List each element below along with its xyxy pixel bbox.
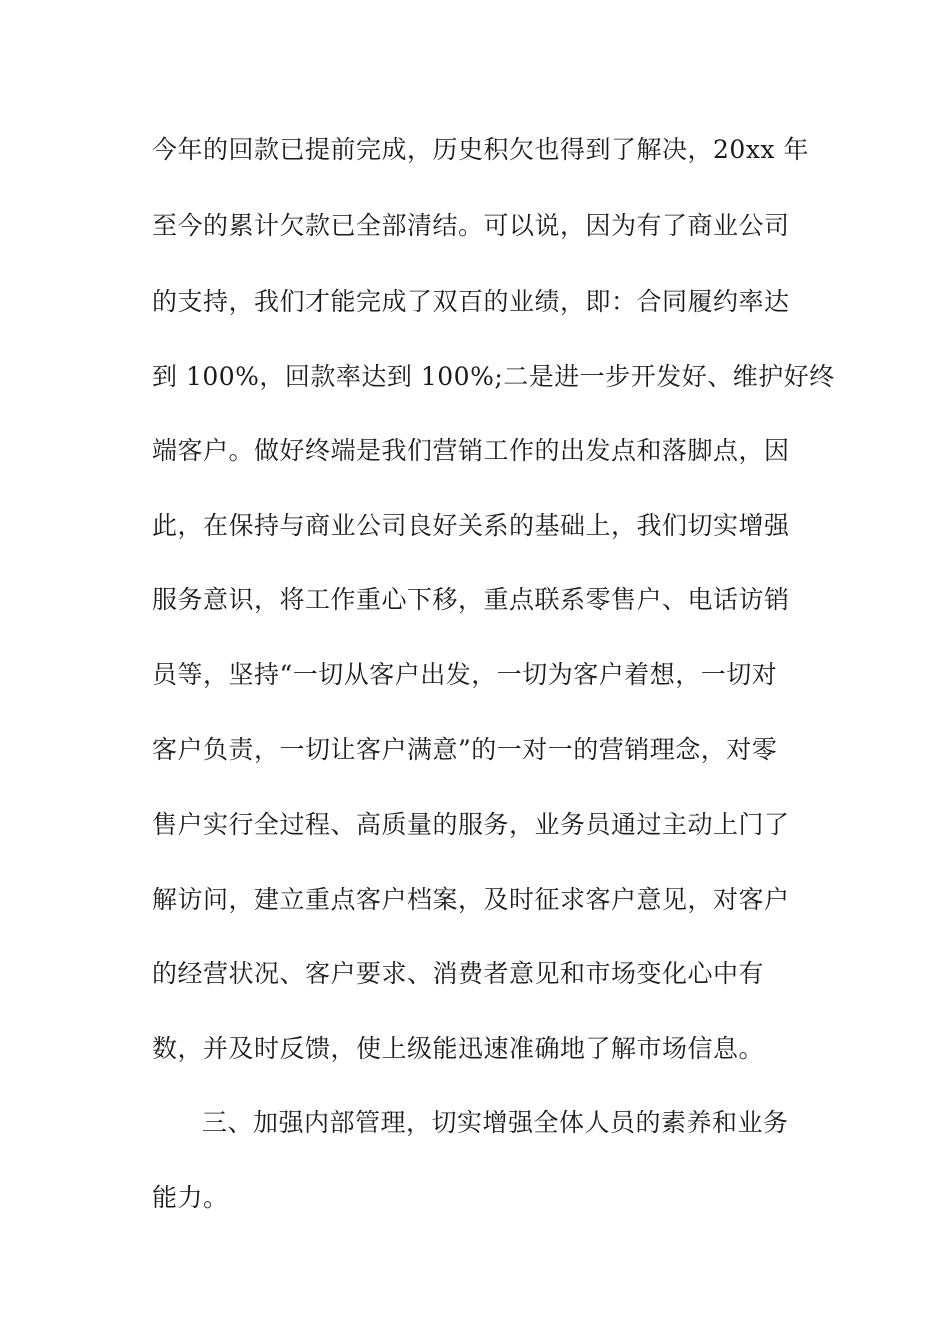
paragraph-line: 的经营状况、客户要求、消费者意见和市场变化心中有 (152, 959, 765, 988)
section-heading-line: 三、加强内部管理，切实增强全体人员的素养和业务 (202, 1108, 789, 1137)
paragraph-line: 售户实行全过程、高质量的服务，业务员通过主动上门了 (152, 810, 790, 839)
paragraph-line: 至今的累计欠款已全部清结。可以说，因为有了商业公司 (152, 211, 790, 240)
paragraph-line: 的支持，我们才能完成了双百的业绩，即：合同履约率达 (152, 287, 790, 316)
paragraph-line: 数，并及时反馈，使上级能迅速准确地了解市场信息。 (152, 1034, 765, 1063)
paragraph-line: 服务意识，将工作重心下移，重点联系零售户、电话访销 (152, 585, 790, 614)
section-heading-line: 能力。 (152, 1183, 229, 1212)
paragraph-line: 解访问，建立重点客户档案，及时征求客户意见，对客户 (152, 885, 790, 914)
paragraph-line: 端客户。做好终端是我们营销工作的出发点和落脚点，因 (152, 436, 790, 465)
paragraph-line: 客户负责，一切让客户满意”的一对一的营销理念，对零 (152, 735, 778, 764)
paragraph-line: 到 100%，回款率达到 100%;二是进一步开发好、维护好终 (152, 362, 835, 391)
paragraph-line: 此，在保持与商业公司良好关系的基础上，我们切实增强 (152, 511, 790, 540)
paragraph-line: 今年的回款已提前完成，历史积欠也得到了解决，20xx 年 (152, 135, 809, 164)
paragraph-line: 员等，坚持“一切从客户出发，一切为客户着想，一切对 (152, 660, 778, 689)
